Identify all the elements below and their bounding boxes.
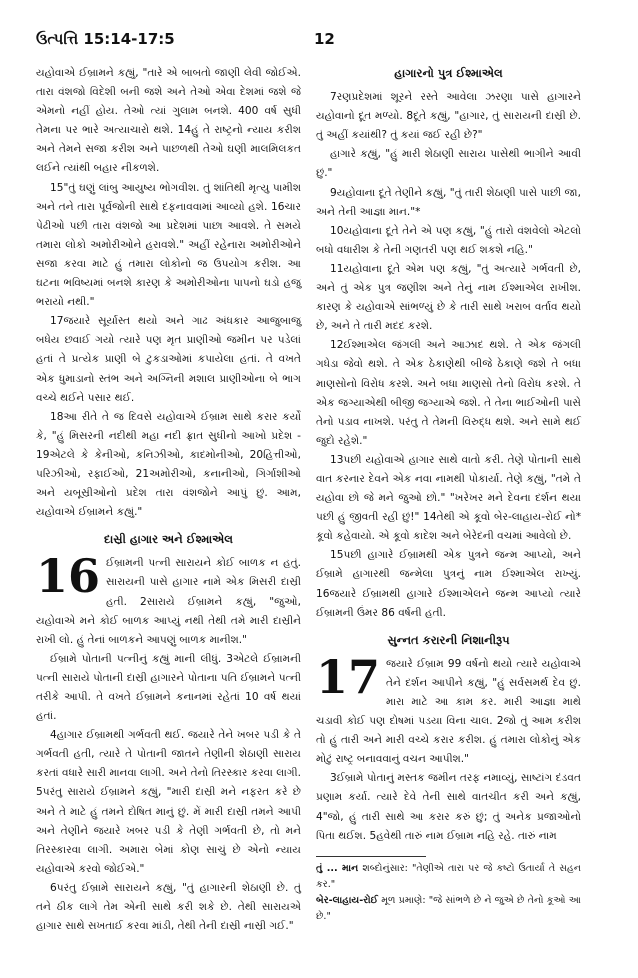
right-column [316,64,581,925]
chapter-number-17: 17 [316,649,381,704]
verse-paragraph: જયારે ઈબ્રામ 99 વર્ષનો થયો ત્યારે યહોવાએ તેને દર્શન આપીને કહ્યું, "હું સર્વસમર્થ દેવ છું. મારા માટે આ કામ કર. મારી આજ્ઞા માથે ચડાવી કોઈ પણ દોષમાં પડયા વિના ચાલ. 2જો તું આમ કરીશ તો હું તારી અને મારી વચ્ચે કરાર કરીશ. હું તમારા લોકોનું એક મોટું રાષ્ટ્ર બનાવવાનું વચન આપીશ." [316,657,581,766]
verse-paragraph: 7રણપ્રદેશમાં શૂરને રસ્તે આવેલા ઝરણા પાસે હાગારને યહોવાનો દૂત મળ્યો. 8દૂતે કહ્યું, "હાગાર, તું સારાયની દાસ્રી છે. તું અહીં કયાંથી? તું કયાં જઈ રહી છે?" [316,91,581,142]
verse-paragraph: 12ઈશ્માએલ જંગલી અને આઝાદ થશે. તે એક જંગલી ગધેડા જેવો થશે. તે એક ઠેકાણેથી બીજે ઠેકાણે જશે તે બધા માણસોનો વિરોધ કરશે. અને બધા માણસો તેનો વિરોધ કરશે. તે એક જગ્યાએથી બીજી જગ્યાએ જશે. તે તેના ભાઈઓની પાસે તેનો પડાવ નાખશે. પરંતુ તે તેમની વિરુદ્ધ થશે. અને સામે થઈ જુદો રહેશે." [316,339,581,447]
verse-paragraph: 15"તું ઘણું લાંબુ આયુષ્ય ભોગવીશ. તું શાંતિથી મૃત્યુ પામીશ અને તને તારા પૂર્વજોની સાથે દફનાવવામાં આવ્યો હશે. 16ચાર પેઢીઓ પછી તારા વંશજો આ પ્રદેશમાં પાછા આવશે. તે સમયે તમારા લોકો અમોરીઓને હરાવશે." અહીં રહેનારા અમોરીઓને સજા કરવા માટે હું તમારા લોકોનો જ ઉપયોગ કરીશ. આ ઘટના ભવિષ્યમાં બનશે કારણ કે અમોરીઓના પાપનો ઘડો હજુ ભરાયો નથી." [36,181,301,309]
section-heading-ishmael: હાગારનો પુત્ર ઈશ્માએલ [394,66,503,80]
left-column [36,64,301,936]
verse-paragraph: 13પછી યહોવાએ હાગાર સાથે વાતો કરી. તેણે પોતાની સાથે વાત કરનાર દેવને એક નવા નામથી પોકાર્યા. તેણે કહ્યું, "તમે તે યહોવા છો જે મને જુઓ છો." "ખરેખર મને દેવના દર્શન થયા પછી હું જીવતી રહી છું!" 14તેથી એ કૂવો બેર-લાહાય-રોઈ નો* કૂવો કહેવાયો. એ કૂવો કાદેશ અને બેરેદની વચમાં આવેલો છે. [316,453,581,543]
section-heading-hagar: દાસ્રી હાગાર અને ઈશ્માએલ [104,532,233,547]
verse-paragraph: ઈબ્રામની પત્ની સારાયને કોઈ બાળક ન હતું. સારાયની પાસે હાગાર નામે એક મિસરી દાસ્રી હતી. 2સારાયે ઈબ્રામને કહ્યું, "જુઓ, યહોવાએ મને કોઈ બાળક આપ્યું નથી તેથી તમે મારી દાસ્રીને રાખી લો. હું તેનાં બાળકને આપણું બાળક માનીશ." [36,557,301,646]
verse-paragraph: યહોવાએ ઈબ્રામને કહ્યું, "તારે એ બાબતો જાણી લેવી જોઈએ. તારા વંશજો વિદેશી બની જશે અને તેઓ એવા દેશમાં જશે જે એમનો નહીં હોય. તેઓ ત્યાં ગુલામ બનશે. 400 વર્ષ સુધી તેમના પર ભારે અત્યાચારો થશે. 14હું તે રાષ્ટ્રનો ન્યાય કરીશ અને તેમને સજા કરીશ અને પાછળથી તેઓ ઘણી માલમિલકત લઈને ત્યાંથી બહાર નીકળશે. [36,67,301,175]
verse-paragraph: 15પછી હાગારે ઈબ્રામથી એક પુત્રને જન્મ આપ્યો, અને ઈબ્રામે હાગારથી જન્મેલા પુત્રનું નામ ઈશ્માએલ રાખ્યું. 16જયારે ઈબ્રામથી હાગારે ઈશ્માએલને જન્મ આપ્યો ત્યારે ઈબ્રામની ઉંમર 86 વર્ષની હતી. [316,549,581,619]
verse-paragraph: 11યહોવાના દૂતે એમ પણ કહ્યું, "તું અત્યારે ગર્ભવતી છે, અને તું એક પુત્ર જણીશ અને તેનું નામ ઈશ્માએલ રાખીશ. કારણ કે યહોવાએ સાંભળ્યું છે કે તારી સાથે ખરાબ વર્તાવ થયો છે, અને તે તારી મદદ કરશે. [316,262,581,333]
verse-paragraph: 3ઈબ્રામે પોતાનું મસ્તક જમીન તરફ નમાવ્યું, સાષ્ટાંગ દંડવત પ્રણામ કર્યા. ત્યારે દેવે તેની સાથે વાતચીત કરી અને કહ્યું, 4"જો, હું તારી સાથે આ કરાર કરું છું; તું અનેક પ્રજાઓનો પિતા થઈશ. 5હવેથી તારું નામ ઈબ્રામ નહિ રહે. તારું નામ [316,772,581,842]
verse-paragraph: ઈબ્રામે પોતાની પત્નીનું કહ્યું માની લીધું. 3એટલે ઈબ્રામની પત્ની સારાયે પોતાની દાસ્રી હાગારને પોતાના પતિ ઈબ્રામને પત્ની તરીકે આપી. તે વખતે ઈબ્રામને કનાનમાં રહેતાં 10 વર્ષ થયાં હતાં. [36,652,301,723]
footnote [316,861,581,893]
footnote-divider [316,856,426,857]
footnote-text: મૂળ પ્રમાણે: "જે સાંભળે છે ને જુએ છે તેનો કૂઓ આ છે." [316,894,581,922]
footnote-text: શબ્દોનુંસાર: "તેણીએ તારા પર જે કષ્ટો ઉતાર્યા તે સહન કર." [316,862,582,890]
page-header [36,30,602,50]
verse-paragraph: હાગારે કહ્યું, "હું મારી શેઠાણી સારાય પાસેથી ભાગીને આવી છું." [316,148,581,180]
chapter-number-16: 16 [36,549,101,604]
verse-paragraph: 9યહોવાના દૂતે તેણીને કહ્યું, "તું તારી શેઠાણી પાસે પાછી જા, અને તેની આજ્ઞા માન."* [316,186,581,218]
verse-paragraph: 10યહોવાના દૂતે તેને એ પણ કહ્યું, "હું તારો વંશવેલો એટલો બધો વધારીશ કે તેની ગણતરી પણ થઈ શકશે નહિ." [316,224,581,256]
chapter-16-opening [36,549,301,649]
footnote-term: બેર-લાહાય-રોઈ [316,894,379,906]
verse-paragraph: 18આ રીતે તે જ દિવસે યહોવાએ ઈબ્રામ સાથે કરાર કર્યો કે, "હું મિસરની નદીથી મહા નદી ફ્રાત સુધીનો આખો પ્રદેશ - 19એટલે કે કેનીઓ, કનિઝીઓ, કાદમોનીઓ, 20હિત્તીઓ, પરિઝીઓ, રફાઈઓ, 21અમોરીઓ, કનાનીઓ, ગિર્ગાશીઓ અને યબૂસ્રીઓનો પ્રદેશ તારા વંશજોને આપું છું. આમ, યહોવાએ ઈબ્રામને કહ્યું." [36,410,301,519]
running-head-reference: ઉત્પત્તિ 15:14-17:5 [36,30,175,48]
footnote [316,893,581,925]
footnote-term: તું ... માન [316,862,359,874]
verse-paragraph: 6પરંતુ ઈબ્રામે સારાયને કહ્યું, "તું હાગારની શેઠાણી છે. તું તને ઠીક લાગે તેમ એની સાથે કરી શકે છે. તેથી સારાયએ હાગાર સાથે સખતાઈ કરવા માંડી, તેથી તેની દાસ્રી નાસ્રી ગઈ." [36,881,301,933]
chapter-17-opening [316,649,581,770]
page-number: 12 [314,30,335,48]
section-heading-covenant: સુન્નત કરારની નિશાનીરૂપ [387,632,510,647]
verse-paragraph: 17જયારે સૂર્યાસ્ત થયો અને ગાઢ અંધકાર આજુબાજુ બધેય છવાઈ ગયો ત્યારે પણ મૃત પ્રાણીઓ જમીન પર પડેલાં હતાં તે પ્રત્યેક પ્રાણી બે ટુકડાઓમાં કપાયેલા હતાં. તે વખતે એક ધુમાડાનો સ્તંભ અને અગ્નિની મશાલ પ્રાણીઓના બે ભાગ વચ્ચે થઈને પસાર થઈ. [36,315,301,404]
verse-paragraph: 4હાગાર ઈબ્રામથી ગર્ભવતી થઈ. જયારે તેને ખબર પડી કે તે ગર્ભવતી હતી, ત્યારે તે પોતાની જાતને તેણીની શેઠાણી સારાય કરતાં વધારે સારી માનવા લાગી. અને તેનો તિરસ્કાર કરવા લાગી. 5પરંતુ સારાયે ઈબ્રામને કહ્યું, "મારી દાસ્રી મને નફરત કરે છે અને તે માટે હું તમને દોષિત માનું છું. મેં મારી દાસ્રી તમને આપી અને તેણીને જયારે ખબર પડી કે તેણી ગર્ભવતી છે, તો મને તિરસ્કારવા લાગી. અમારા બેમાં કોણ સાચું છે એનો ન્યાય યહોવાએ કરવો જોઈએ." [36,729,301,875]
